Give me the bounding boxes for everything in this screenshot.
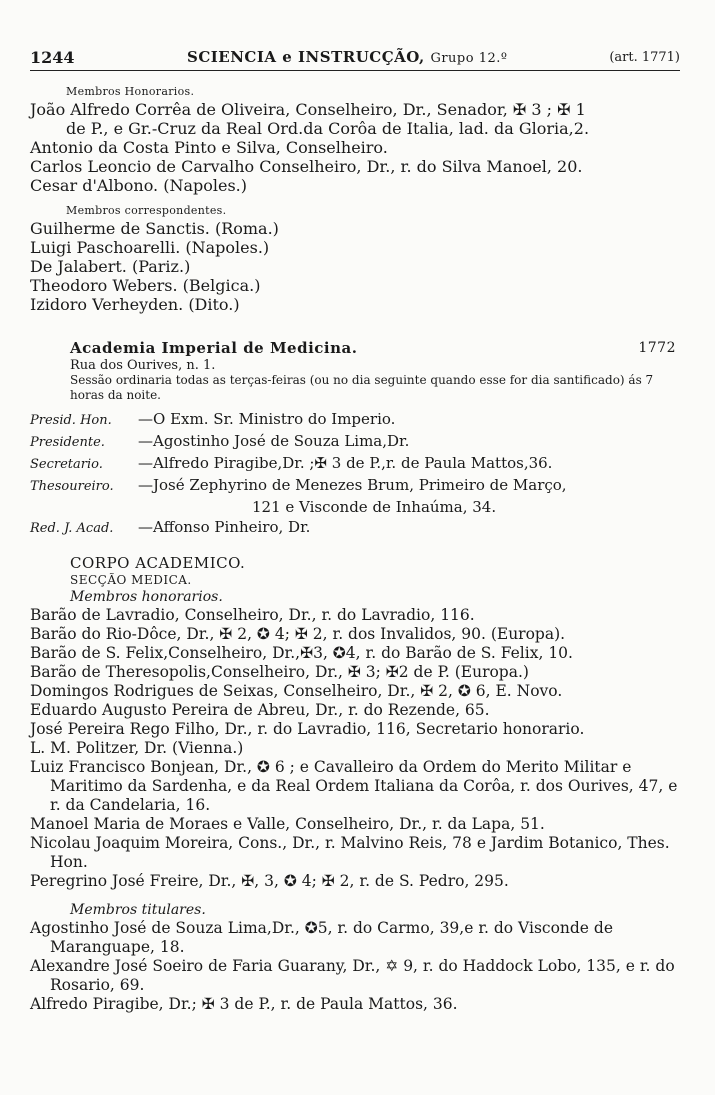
entry-number: 1772 [638, 340, 676, 356]
group-label: Grupo 12.º [430, 51, 508, 66]
member-entry: Nicolau Joaquim Moreira, Cons., Dr., r. Malvino Reis, 78 e Jardim Botanico, Thes. Hon. [30, 834, 670, 871]
role-row [30, 475, 682, 497]
list-item: Cesar d'Albono. (Napoles.) [30, 176, 247, 195]
role-text: —Alfredo Piragibe,Dr. ;✠ 3 de P.,r. de Paula Mattos,36. [138, 454, 553, 472]
member-entry: Peregrino José Freire, Dr., ✠, 3, ✪ 4; ✠ 2, r. de S. Pedro, 295. [30, 872, 509, 890]
role-label: Thesoureiro. [30, 479, 114, 494]
member-entry: Alfredo Piragibe, Dr.; ✠ 3 de P., r. de Paula Mattos, 36. [30, 995, 458, 1013]
member-entry: Luiz Francisco Bonjean, Dr., ✪ 6 ; e Cavalleiro da Ordem do Merito Militar e Maritimo da Sardenha, e da Real Ordem Italiana da Corôa, r. dos Ourives, 47, e r. da Candelaria, 16. [30, 758, 678, 814]
role-row [30, 409, 682, 431]
member-entry: Barão de S. Felix,Conselheiro, Dr.,✠3, ✪4, r. do Barão de S. Felix, 10. [30, 644, 573, 662]
member-entry: L. M. Politzer, Dr. (Vienna.) [30, 739, 244, 757]
member-entry: Barão de Theresopolis,Conselheiro, Dr., ✠ 3; ✠2 de P. (Europa.) [30, 663, 529, 681]
member-entry: Eduardo Augusto Pereira de Abreu, Dr., r. do Rezende, 65. [30, 701, 490, 719]
section-label: Membros Honorarios. [66, 85, 195, 98]
role-label: Presidente. [30, 435, 105, 450]
role-label: Red. J. Acad. [30, 521, 114, 536]
role-row [30, 453, 682, 475]
titulares-label: Membros titulares. [70, 902, 206, 918]
member-entry: Alexandre José Soeiro de Faria Guarany, Dr., ✡ 9, r. do Haddock Lobo, 135, e r. do Rosario, 69. [30, 957, 675, 994]
running-title-text: SCIENCIA e INSTRUCÇÃO, [187, 48, 425, 66]
honorarios-label: Membros honorarios. [70, 589, 223, 605]
academia-address: Rua dos Ourives, n. 1. [70, 358, 216, 373]
list-item: Guilherme de Sanctis. (Roma.) [30, 219, 279, 238]
list-item: De Jalabert. (Pariz.) [30, 257, 191, 276]
member-entry: Agostinho José de Souza Lima,Dr., ✪5, r. do Carmo, 39,e r. do Visconde de Maranguape, 18. [30, 919, 614, 956]
list-item: Theodoro Webers. (Belgica.) [30, 276, 261, 295]
page-header [30, 40, 680, 71]
member-entry: Manoel Maria de Moraes e Valle, Conselheiro, Dr., r. da Lapa, 51. [30, 815, 545, 833]
member-entry: Barão de Lavradio, Conselheiro, Dr., r. do Lavradio, 116. [30, 606, 475, 624]
member-entry: José Pereira Rego Filho, Dr., r. do Lavradio, 116, Secretario honorario. [30, 720, 585, 738]
role-text: —O Exm. Sr. Ministro do Imperio. [138, 410, 396, 428]
role-label: Secretario. [30, 457, 103, 472]
role-label: Presid. Hon. [30, 413, 112, 428]
list-item: de P., e Gr.-Cruz da Real Ord.da Corôa de Italia, lad. da Gloria,2. [66, 119, 590, 138]
role-text: —Affonso Pinheiro, Dr. [138, 518, 311, 536]
seccao-title: SECÇÃO MEDICA. [70, 573, 192, 587]
member-entry: Barão do Rio-Dôce, Dr., ✠ 2, ✪ 4; ✠ 2, r. dos Invalidos, 90. (Europa). [30, 625, 566, 643]
corpo-title: CORPO ACADEMICO. [70, 554, 246, 572]
list-item: João Alfredo Corrêa de Oliveira, Conselheiro, Dr., Senador, ✠ 3 ; ✠ 1 [30, 100, 586, 119]
page-content [30, 84, 682, 1014]
section-label: Membros correspondentes. [66, 204, 227, 217]
list-item: Carlos Leoncio de Carvalho Conselheiro, Dr., r. do Silva Manoel, 20. [30, 157, 583, 176]
list-item: Luigi Paschoarelli. (Napoles.) [30, 238, 270, 257]
role-continuation: 121 e Visconde de Inhaúma, 34. [252, 498, 497, 516]
running-title [187, 48, 508, 66]
list-item: Izidoro Verheyden. (Dito.) [30, 295, 240, 314]
article-ref: (art. 1771) [609, 50, 680, 65]
list-item: Antonio da Costa Pinto e Silva, Conselheiro. [30, 138, 388, 157]
academia-title-text: Academia Imperial de Medicina. [70, 339, 358, 357]
academia-title [30, 338, 682, 358]
page-number: 1244 [30, 48, 75, 67]
role-row [30, 431, 682, 453]
role-text: —Agostinho José de Souza Lima,Dr. [138, 432, 410, 450]
role-row [30, 517, 682, 539]
member-entry: Domingos Rodrigues de Seixas, Conselheiro, Dr., ✠ 2, ✪ 6, E. Novo. [30, 682, 563, 700]
role-text: —José Zephyrino de Menezes Brum, Primeiro de Março, [138, 476, 567, 494]
session-note: Sessão ordinaria todas as terças-feiras (ou no dia seguinte quando esse for dia santificado) ás 7 horas da noite. [70, 373, 654, 402]
